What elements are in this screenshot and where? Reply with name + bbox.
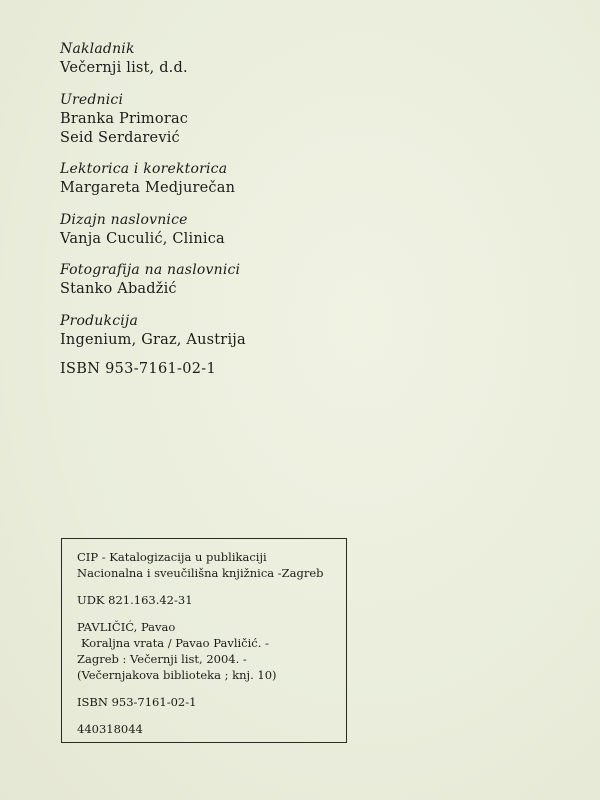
cip-udk: UDK 821.163.42-31 bbox=[77, 593, 193, 607]
credit-name: Stanko Abadžić bbox=[60, 281, 177, 297]
credit-name: Večernji list, d.d. bbox=[60, 60, 188, 76]
credit-role: Produkcija bbox=[60, 312, 139, 329]
cip-author: PAVLIČIĆ, Pavao bbox=[77, 620, 176, 634]
cip-library: Nacionalna i sveučilišna knjižnica -Zagreb bbox=[77, 566, 324, 580]
credit-name: Margareta Medjurečan bbox=[60, 180, 236, 196]
credits-list bbox=[60, 40, 460, 362]
credit-editors bbox=[60, 91, 460, 148]
credit-role: Lektorica i korektorica bbox=[60, 161, 228, 177]
credit-name: Vanja Cuculić, Clinica bbox=[60, 230, 225, 247]
cip-title: Koraljna vrata / Pavao Pavličić. - bbox=[81, 636, 269, 650]
credit-name: Ingenium, Graz, Austrija bbox=[60, 331, 246, 348]
credit-role: Dizajn naslovnice bbox=[60, 211, 188, 228]
credit-publisher bbox=[60, 40, 460, 78]
credit-role: Urednici bbox=[60, 91, 124, 108]
cip-heading: CIP - Katalogizacija u publikaciji bbox=[77, 550, 267, 564]
credit-role: Fotografija na naslovnici bbox=[60, 262, 241, 278]
cip-publisher: Zagreb : Večernji list, 2004. - bbox=[77, 652, 247, 666]
cip-series: (Večernjakova biblioteka ; knj. 10) bbox=[77, 668, 277, 682]
credit-cover-design bbox=[60, 211, 460, 249]
credit-production bbox=[60, 312, 460, 350]
credit-cover-photo bbox=[60, 261, 460, 299]
cip-record-box bbox=[61, 538, 347, 743]
credit-name: Seid Serdarević bbox=[60, 129, 180, 146]
cip-isbn: ISBN 953-7161-02-1 bbox=[77, 695, 197, 709]
cip-record-id: 440318044 bbox=[77, 722, 143, 736]
credit-name: Branka Primorac bbox=[60, 110, 189, 127]
credit-role: Nakladnik bbox=[60, 41, 135, 57]
isbn-number: ISBN 953-7161-02-1 bbox=[60, 361, 216, 377]
credit-proofreader bbox=[60, 160, 460, 198]
